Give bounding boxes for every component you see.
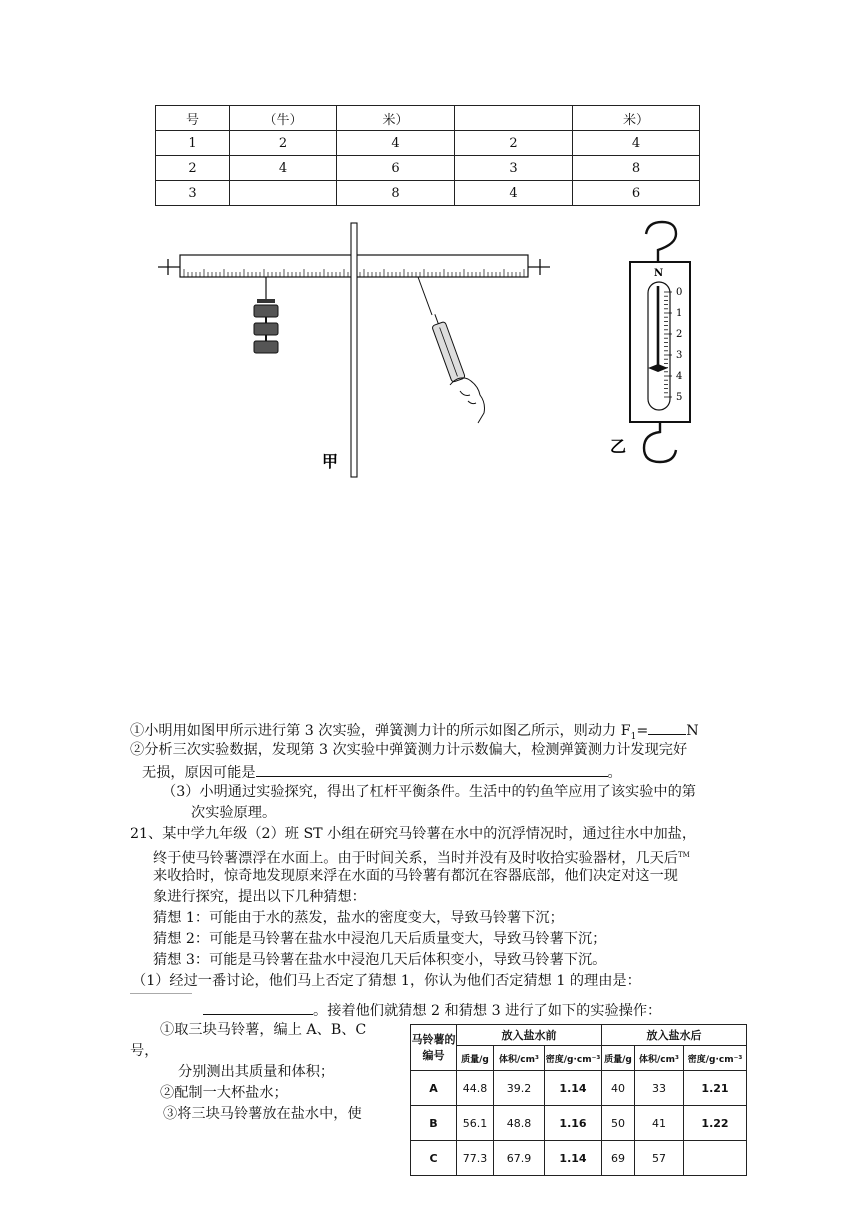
table-cell: 1.14 [545, 1071, 602, 1106]
column-header: 质量/g [602, 1046, 635, 1071]
question-line-9: 象进行探究，提出以下几种猜想： [153, 889, 366, 905]
step-2: ②配制一大杯盐水； [160, 1085, 288, 1101]
question-line-5: 次实验原理。 [191, 805, 277, 821]
table-cell: 57 [635, 1141, 684, 1176]
scale-label: 4 [676, 371, 683, 382]
table-cell: 3 [156, 181, 230, 206]
question-line-6: 21、某中学九年级（2）班 ST 小组在研究马铃薯在水中的沉浮情况时，通过往水中加盐， [130, 826, 697, 842]
table-header-row [156, 106, 700, 131]
question-line-2: ②分析三次实验数据，发现第 3 次实验中弹簧测力计示数偏大，检测弹簧测力计发现完好 [130, 742, 688, 758]
table-cell: 4 [455, 181, 573, 206]
table-cell: 44.8 [457, 1071, 494, 1106]
table-cell: 4 [337, 131, 455, 156]
question-line-14: 。接着他们就猜想 2 和猜想 3 进行了如下的实验操作： [203, 1000, 661, 1020]
table-row [156, 181, 700, 206]
figure-label-b: 乙 [610, 437, 627, 456]
question-line-7: 终于使马铃薯漂浮在水面上。由于时间关系，当时并没有及时收拾实验器材，几天后™ [153, 850, 690, 867]
column-group-after: 放入盐水后 [602, 1025, 747, 1046]
column-header: 密度/g·cm⁻³ [545, 1046, 602, 1071]
table-cell: 2 [156, 156, 230, 181]
step-1-cont2: 分别测出其质量和体积； [178, 1064, 335, 1080]
column-header: 体积/cm³ [635, 1046, 684, 1071]
table-cell: B [411, 1106, 457, 1141]
table-row [156, 131, 700, 156]
table-cell: 41 [635, 1106, 684, 1141]
scale-label: 3 [676, 350, 683, 361]
table-cell: 6 [573, 181, 700, 206]
table-cell: 米） [337, 106, 455, 131]
table-cell: 56.1 [457, 1106, 494, 1141]
answer-blank[interactable] [256, 762, 608, 777]
table-cell: 8 [573, 156, 700, 181]
table-cell: 4 [573, 131, 700, 156]
figure-label-a: 甲 [322, 452, 339, 471]
table-cell: 50 [602, 1106, 635, 1141]
question-line-8: 来收拾时，惊奇地发现原来浮在水面的马铃薯有都沉在容器底部，他们决定对这一现 [153, 868, 678, 884]
table-row [411, 1141, 747, 1176]
step-3: ③将三块马铃薯放在盐水中，使 [163, 1106, 362, 1122]
question-line-13: （1）经过一番讨论，他们马上否定了猜想 1，你认为他们否定猜想 1 的理由是： [132, 973, 641, 989]
table-cell: 1 [156, 131, 230, 156]
guess-2: 猜想 2：可能是马铃薯在盐水中浸泡几天后质量变大，导致马铃薯下沉； [153, 931, 607, 947]
table-cell: 48.8 [494, 1106, 545, 1141]
guess-1: 猜想 1：可能由于水的蒸发，盐水的密度变大，导致马铃薯下沉； [153, 910, 564, 926]
table-row [156, 156, 700, 181]
column-header-id: 马铃薯的编号 [411, 1025, 457, 1071]
step-1: ①取三块马铃薯，编上 A、B、C [160, 1022, 367, 1038]
table-cell: C [411, 1141, 457, 1176]
scale-unit: N [654, 268, 664, 279]
table-cell [684, 1141, 747, 1176]
step-1-cont: 号， [130, 1043, 159, 1059]
table-cell: 69 [602, 1141, 635, 1176]
table-cell: 67.9 [494, 1141, 545, 1176]
scale-label: 1 [676, 308, 683, 319]
table-cell: 1.14 [545, 1141, 602, 1176]
table-cell: 3 [455, 156, 573, 181]
table-cell: 1.22 [684, 1106, 747, 1141]
table-cell: 号 [156, 106, 230, 131]
potato-data-table [410, 1024, 747, 1176]
question-line-1: ①小明用如图甲所示进行第 3 次实验，弹簧测力计的所示如图乙所示，则动力 $F_1= N$ [130, 720, 699, 746]
table-cell: 8 [337, 181, 455, 206]
divider [130, 993, 192, 994]
table-cell: （牛） [230, 106, 337, 131]
table-row [411, 1071, 747, 1106]
question-line-4: （3）小明通过实验探究，得出了杠杆平衡条件。生活中的钓鱼竿应用了该实验中的第 [162, 784, 696, 800]
lever-figure [150, 215, 560, 485]
spring-scale-figure [600, 220, 720, 470]
table-cell: A [411, 1071, 457, 1106]
table-row [411, 1106, 747, 1141]
table-cell: 4 [230, 156, 337, 181]
scale-label: 0 [676, 287, 683, 298]
column-header: 质量/g [457, 1046, 494, 1071]
answer-blank[interactable] [648, 720, 686, 735]
table-cell: 1.21 [684, 1071, 747, 1106]
table-cell: 米） [573, 106, 700, 131]
table-header-row [411, 1025, 747, 1046]
experiment-data-table [155, 105, 700, 206]
column-header: 体积/cm³ [494, 1046, 545, 1071]
table-cell: 2 [230, 131, 337, 156]
question-line-3: 无损，原因可能是 。 [142, 762, 622, 782]
table-cell: 40 [602, 1071, 635, 1106]
table-cell [455, 106, 573, 131]
spring-scale-small [428, 312, 465, 383]
guess-3: 猜想 3：可能是马铃薯在盐水中浸泡几天后体积变小，导致马铃薯下沉。 [153, 952, 607, 968]
table-subheader-row [411, 1046, 747, 1071]
hand-icon [450, 378, 485, 423]
column-group-before: 放入盐水前 [457, 1025, 602, 1046]
scale-label: 2 [676, 329, 683, 340]
table-cell: 6 [337, 156, 455, 181]
column-header: 密度/g·cm⁻³ [684, 1046, 747, 1071]
table-cell: 77.3 [457, 1141, 494, 1176]
table-cell: 33 [635, 1071, 684, 1106]
hanging-weights [254, 299, 278, 353]
answer-blank[interactable] [203, 1000, 313, 1015]
table-cell: 39.2 [494, 1071, 545, 1106]
scale-label: 5 [676, 392, 683, 403]
table-cell: 2 [455, 131, 573, 156]
table-cell: 1.16 [545, 1106, 602, 1141]
table-cell [230, 181, 337, 206]
